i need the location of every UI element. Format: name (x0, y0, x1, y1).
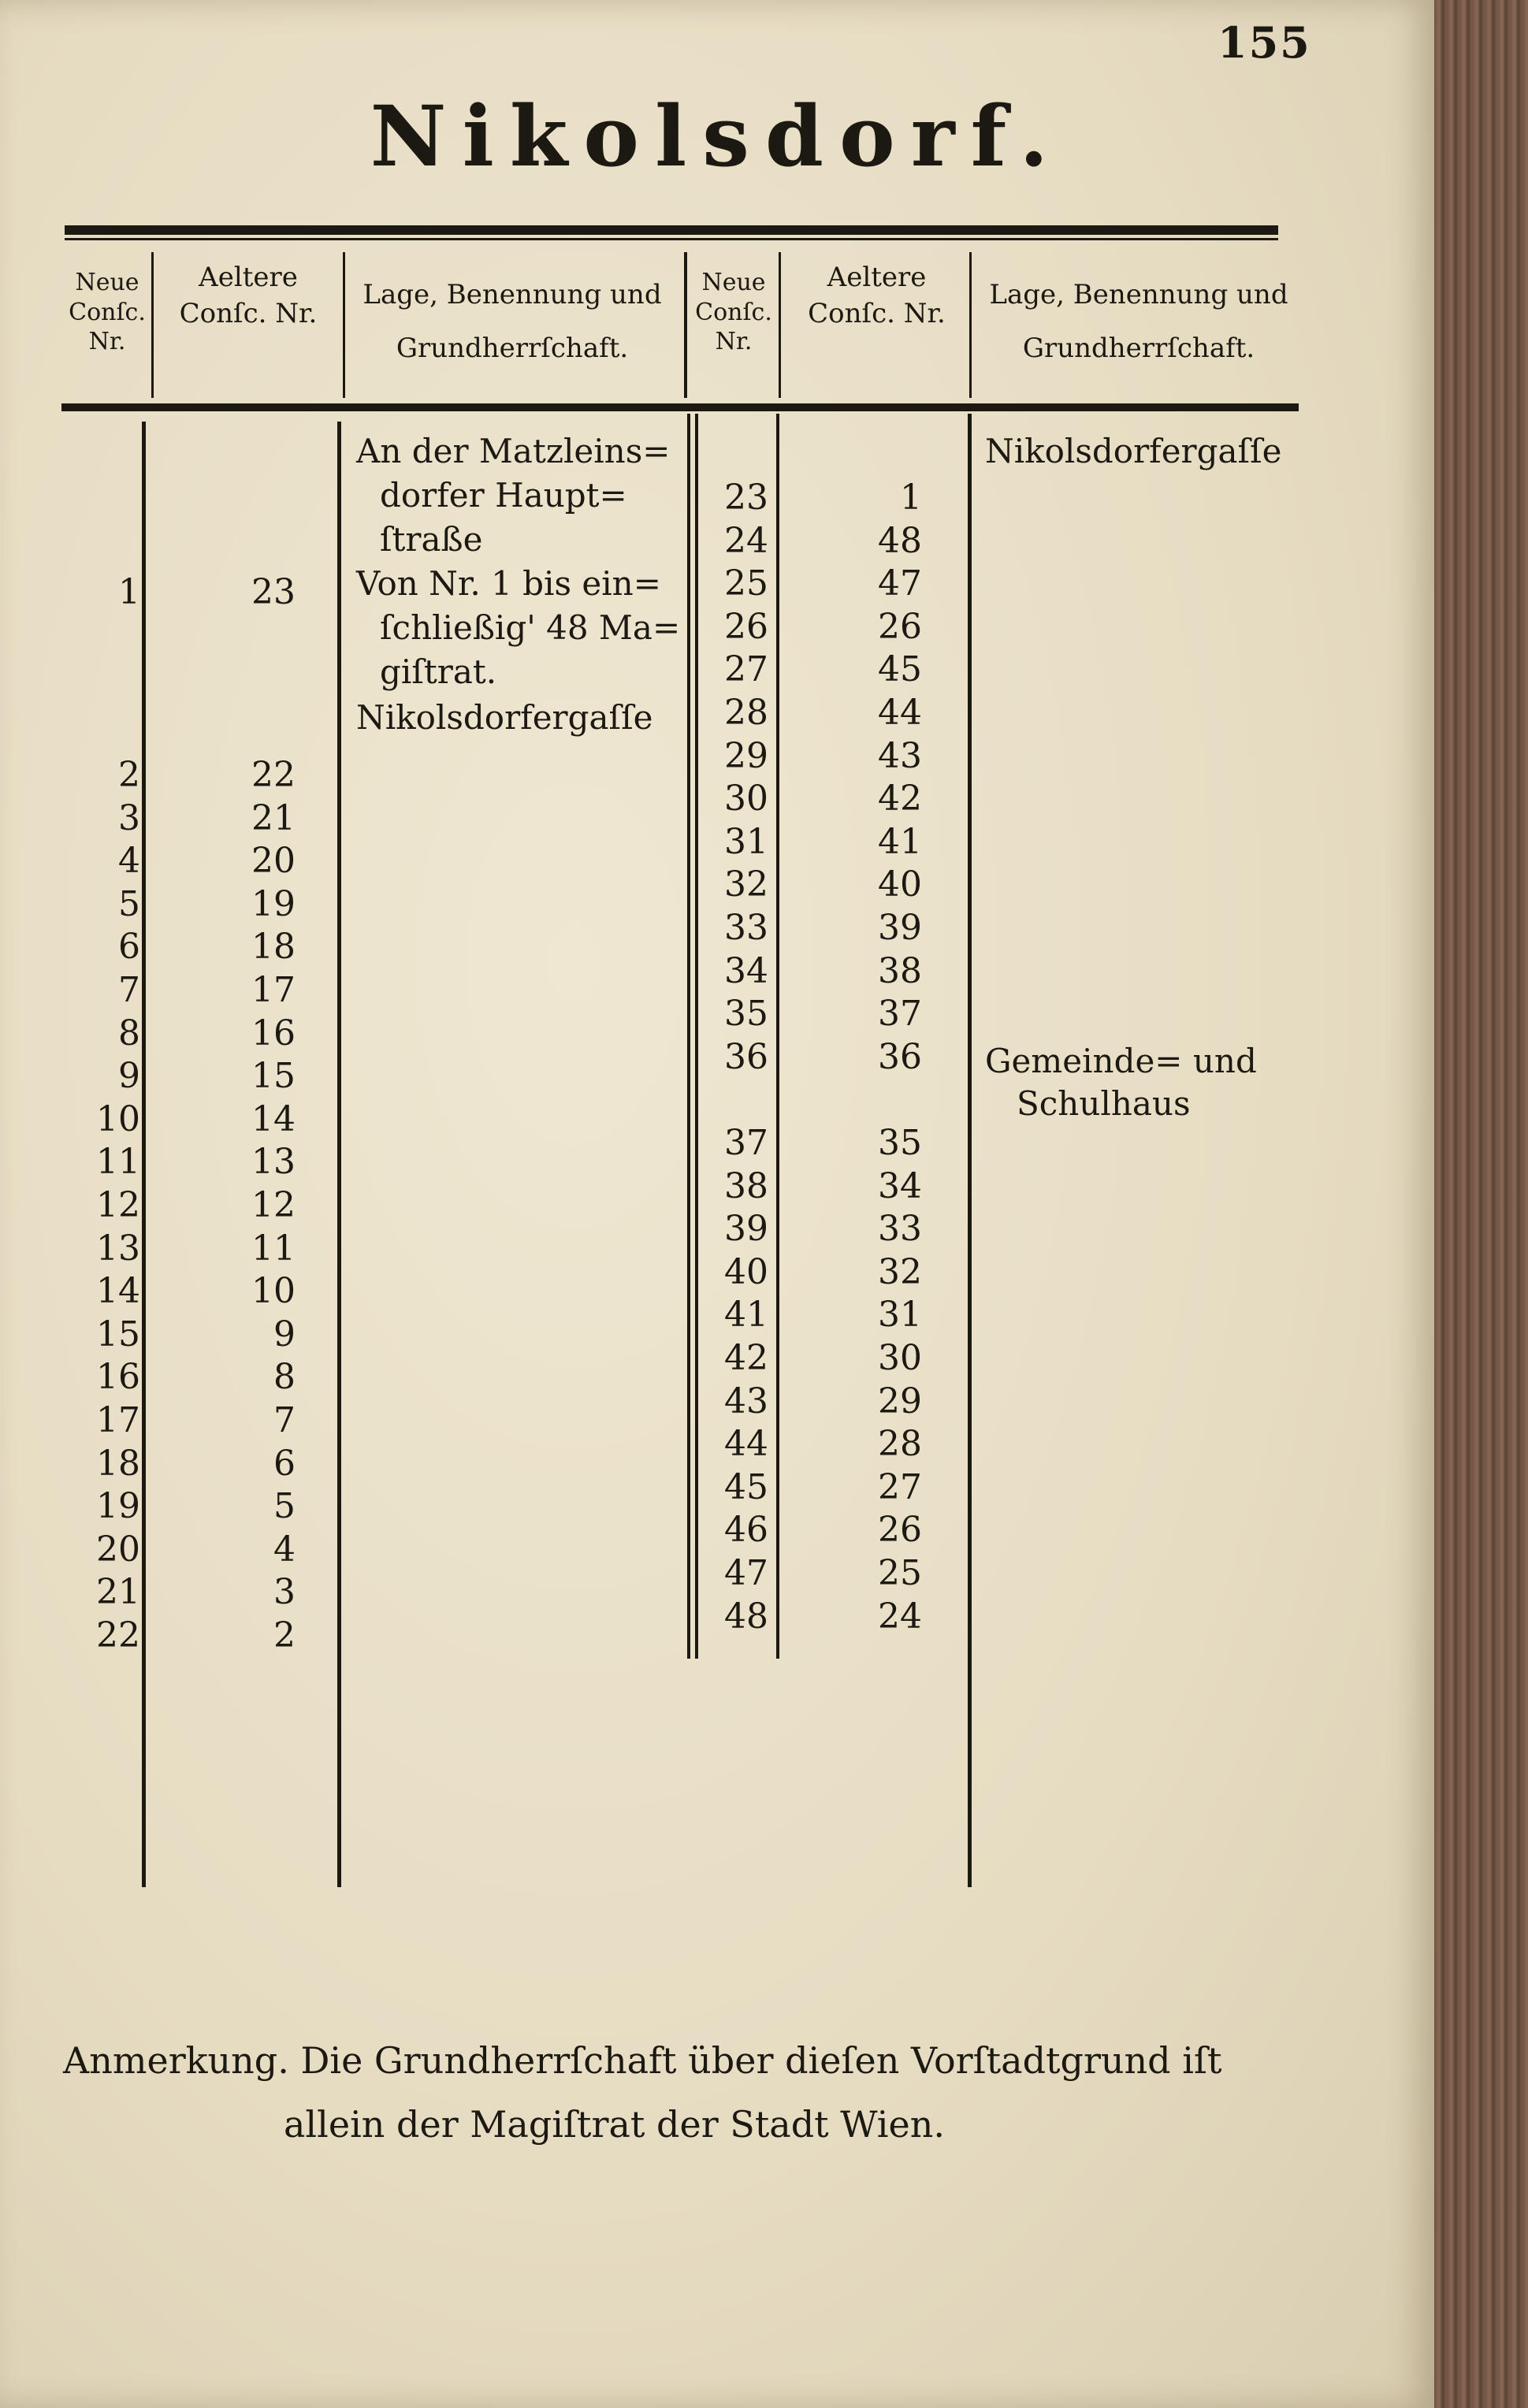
left-aeltere-number: 20 (251, 841, 296, 882)
left-aeltere-number: 19 (251, 883, 296, 924)
left-aeltere-number: 7 (273, 1400, 296, 1440)
header-divider-5 (969, 252, 972, 398)
top-rule-thin (65, 238, 1278, 240)
right-aeltere-number: 31 (878, 1295, 922, 1336)
right-aeltere-number: 28 (878, 1424, 922, 1465)
right-aeltere-number: 26 (878, 606, 922, 647)
footnote-line-1: Anmerkung. Die Grundherrſchaft über dieſen Vorſtadtgrund iſt (63, 2039, 1222, 2082)
left-neue-number: 3 (118, 797, 140, 838)
right-aeltere-number: 40 (878, 864, 922, 905)
right-neue-number: 27 (724, 649, 768, 690)
right-neue-number: 41 (724, 1295, 768, 1336)
left-aeltere-number: 8 (273, 1357, 296, 1398)
left-aeltere-number: 15 (251, 1056, 296, 1097)
left-description-line: Nikolsdorfergaſſe (356, 698, 653, 737)
left-aeltere-number: 2 (273, 1615, 296, 1656)
right-neue-number: 39 (724, 1209, 768, 1250)
left-neue-number: 18 (96, 1443, 140, 1484)
left-neue-number: 7 (118, 970, 140, 1010)
right-neue-number: 30 (724, 779, 768, 819)
left-description-line: giſtrat. (380, 652, 497, 691)
right-aeltere-number: 26 (878, 1510, 922, 1551)
left-neue-number: 8 (118, 1013, 140, 1054)
footnote-line-2: allein der Magiſtrat der Stadt Wien. (284, 2102, 945, 2146)
left-neue-number: 22 (96, 1615, 140, 1656)
left-aeltere-number: 11 (251, 1228, 296, 1269)
left-description-line: Von Nr. 1 bis ein= (356, 564, 661, 603)
left-aeltere-number: 23 (251, 572, 296, 612)
body-divider-4 (776, 414, 779, 1659)
left-aeltere-number: 17 (251, 970, 296, 1010)
right-neue-number: 26 (724, 606, 768, 647)
right-aeltere-number: 34 (878, 1165, 922, 1206)
right-neue-number: 36 (724, 1036, 768, 1077)
right-aeltere-number: 39 (878, 908, 922, 948)
right-neue-number: 33 (724, 908, 768, 948)
header-neue-left: Neue Conſc. Nr. (69, 269, 146, 355)
right-aeltere-number: 27 (878, 1466, 922, 1507)
right-neue-number: 43 (724, 1381, 768, 1421)
left-neue-number: 19 (96, 1486, 140, 1527)
page-number: 155 (1218, 17, 1311, 68)
right-neue-number: 38 (724, 1165, 768, 1206)
right-aeltere-number: 29 (878, 1381, 922, 1421)
right-aeltere-number: 48 (878, 520, 922, 561)
left-aeltere-number: 14 (251, 1098, 296, 1139)
left-neue-number: 5 (118, 883, 140, 924)
header-aeltere-right: Aeltere Conſc. Nr. (808, 262, 946, 329)
left-description-line: An der Matzleins= (356, 432, 671, 470)
right-neue-number: 46 (724, 1510, 768, 1551)
left-neue-number: 21 (96, 1572, 140, 1613)
left-aeltere-number: 18 (251, 927, 296, 968)
right-neue-number: 24 (724, 520, 768, 561)
page-edge (1434, 0, 1528, 2408)
right-aeltere-number: 43 (878, 735, 922, 776)
left-aeltere-number: 22 (251, 755, 296, 795)
page-title: Nikolsdorf. (370, 87, 1065, 185)
header-divider-3 (684, 252, 687, 398)
body-divider-1 (142, 422, 146, 1887)
right-aeltere-number: 35 (878, 1123, 922, 1163)
left-neue-number: 6 (118, 927, 140, 968)
header-divider-1 (151, 252, 154, 398)
right-aeltere-number: 24 (878, 1596, 922, 1637)
left-neue-number: 12 (96, 1185, 140, 1225)
left-neue-number: 17 (96, 1400, 140, 1440)
right-aeltere-number: 30 (878, 1338, 922, 1378)
header-divider-2 (343, 252, 345, 398)
right-aeltere-number: 44 (878, 693, 922, 733)
right-aeltere-number: 38 (878, 950, 922, 991)
header-rule (61, 403, 1299, 411)
right-street-name: Nikolsdorfergaſſe (985, 432, 1282, 470)
right-aeltere-number: 33 (878, 1209, 922, 1250)
right-neue-number: 35 (724, 994, 768, 1035)
left-aeltere-number: 3 (273, 1572, 296, 1613)
header-aeltere-left: Aeltere Conſc. Nr. (179, 262, 318, 329)
left-neue-number: 11 (96, 1142, 140, 1183)
body-divider-2 (337, 422, 341, 1887)
right-neue-number: 32 (724, 864, 768, 905)
right-aeltere-number: 1 (900, 478, 922, 518)
left-aeltere-number: 5 (273, 1486, 296, 1527)
header-lage-right: Lage, Benennung und Grundherrſchaft. (989, 279, 1288, 364)
left-neue-number: 2 (118, 755, 140, 795)
top-rule (65, 225, 1278, 235)
right-neue-number: 25 (724, 563, 768, 604)
left-aeltere-number: 4 (273, 1529, 296, 1570)
left-aeltere-number: 16 (251, 1013, 296, 1054)
right-neue-number: 48 (724, 1596, 768, 1637)
header-lage-left: Lage, Benennung und Grundherrſchaft. (362, 279, 662, 364)
right-aeltere-number: 45 (878, 649, 922, 690)
left-neue-number: 13 (96, 1228, 140, 1269)
body-divider-5 (968, 414, 972, 1887)
left-neue-number: 10 (96, 1098, 140, 1139)
left-neue-number: 16 (96, 1357, 140, 1398)
left-aeltere-number: 9 (273, 1314, 296, 1354)
left-aeltere-number: 10 (251, 1271, 296, 1312)
left-neue-number: 20 (96, 1529, 140, 1570)
right-aeltere-number: 32 (878, 1251, 922, 1292)
footnote (63, 2029, 1324, 2156)
left-neue-number: 9 (118, 1056, 140, 1097)
right-aeltere-number: 25 (878, 1553, 922, 1593)
left-neue-number: 1 (118, 572, 140, 612)
right-neue-number: 44 (724, 1424, 768, 1465)
right-neue-number: 28 (724, 693, 768, 733)
gemeinde-line-1: Gemeinde= und (985, 1042, 1257, 1080)
right-aeltere-number: 47 (878, 563, 922, 604)
left-aeltere-number: 6 (273, 1443, 296, 1484)
left-neue-number: 15 (96, 1314, 140, 1354)
left-neue-number: 14 (96, 1271, 140, 1312)
right-neue-number: 40 (724, 1251, 768, 1292)
right-aeltere-number: 42 (878, 779, 922, 819)
right-neue-number: 42 (724, 1338, 768, 1378)
right-aeltere-number: 41 (878, 821, 922, 862)
right-neue-number: 37 (724, 1123, 768, 1163)
right-neue-number: 47 (724, 1553, 768, 1593)
right-aeltere-number: 37 (878, 994, 922, 1035)
gemeinde-line-2: Schulhaus (1017, 1084, 1191, 1123)
left-aeltere-number: 21 (251, 797, 296, 838)
right-neue-number: 34 (724, 950, 768, 991)
right-neue-number: 29 (724, 735, 768, 776)
header-divider-4 (779, 252, 781, 398)
left-description-line: dorfer Haupt= (380, 476, 627, 515)
right-aeltere-number: 36 (878, 1036, 922, 1077)
left-description-line: ſchließig' 48 Ma= (380, 608, 681, 647)
left-aeltere-number: 12 (251, 1185, 296, 1225)
left-description-line: ſtraße (380, 520, 483, 559)
header-neue-right: Neue Conſc. Nr. (695, 269, 772, 355)
right-neue-number: 23 (724, 478, 768, 518)
right-neue-number: 31 (724, 821, 768, 862)
right-neue-number: 45 (724, 1466, 768, 1507)
left-neue-number: 4 (118, 841, 140, 882)
left-aeltere-number: 13 (251, 1142, 296, 1183)
